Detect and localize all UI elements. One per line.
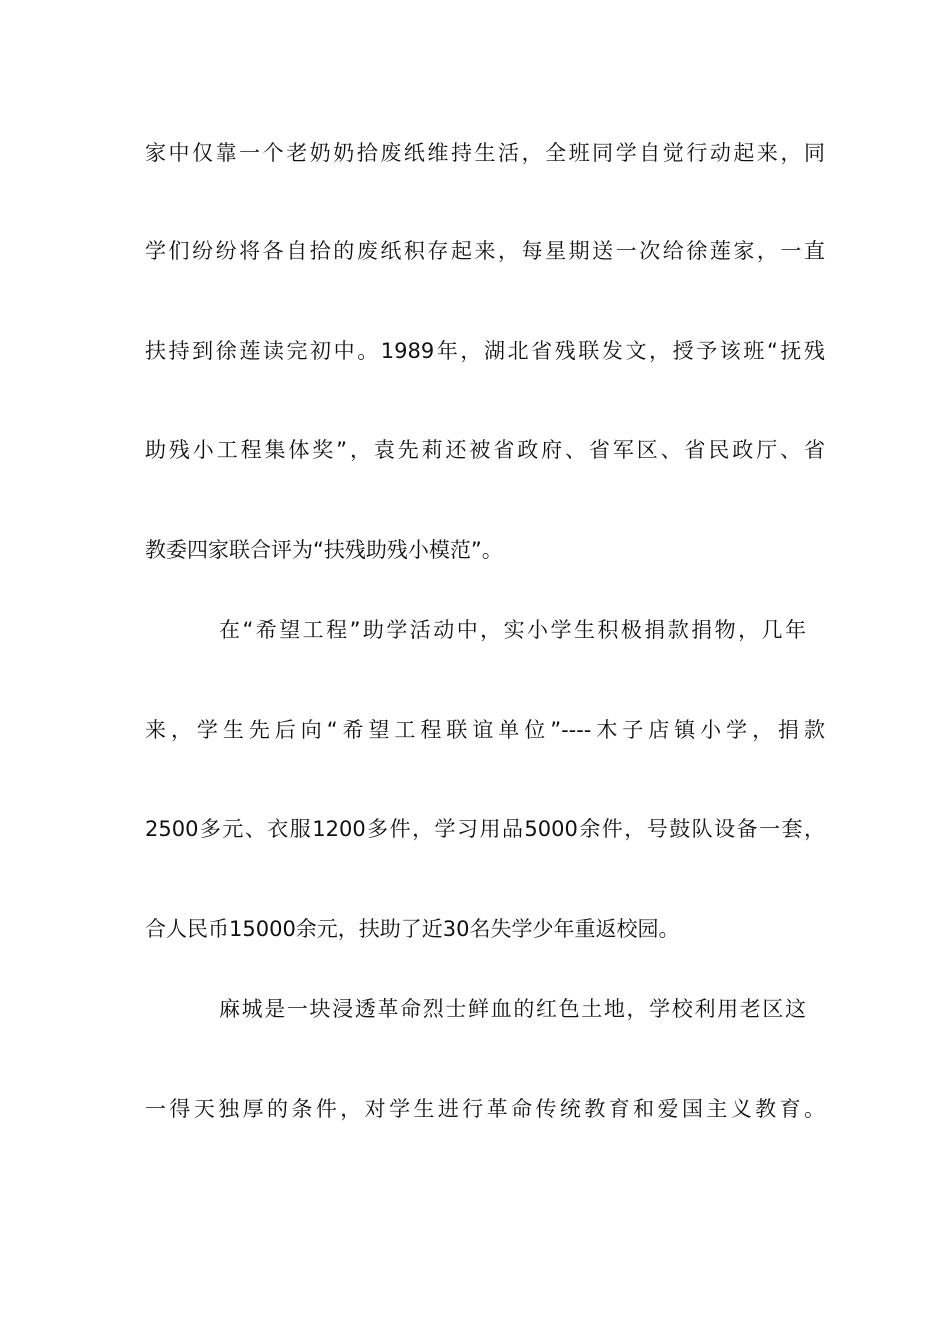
paragraph-line: 合人民币15000余元，扶助了近30名失学少年重返校园。 bbox=[145, 917, 680, 941]
paragraph-line: 扶持到徐莲读完初中。1989年，湖北省残联发文，授予该班“抚残 bbox=[145, 339, 825, 363]
paragraph-first-line: 在“希望工程”助学活动中，实小学生积极捐款捐物，几年 bbox=[219, 618, 806, 642]
paragraph-line: 家中仅靠一个老奶奶拾废纸维持生活，全班同学自觉行动起来，同 bbox=[145, 141, 825, 165]
paragraph-first-line: 麻城是一块浸透革命烈士鲜血的红色土地，学校利用老区这 bbox=[219, 997, 806, 1021]
paragraph-line: 教委四家联合评为“扶残助残小模范”。 bbox=[145, 538, 503, 562]
paragraph-line: 学们纷纷将各自拾的废纸积存起来，每星期送一次给徐莲家，一直 bbox=[145, 239, 825, 263]
paragraph-line: 来，学生先后向“希望工程联谊单位”----木子店镇小学，捐款 bbox=[145, 718, 825, 742]
paragraph-line: 助残小工程集体奖”，袁先莉还被省政府、省军区、省民政厅、省 bbox=[145, 438, 825, 462]
paragraph-line: 2500多元、衣服1200多件，学习用品5000余件，号鼓队设备一套， bbox=[145, 817, 825, 841]
paragraph-line: 一得天独厚的条件，对学生进行革命传统教育和爱国主义教育。 bbox=[145, 1097, 825, 1121]
